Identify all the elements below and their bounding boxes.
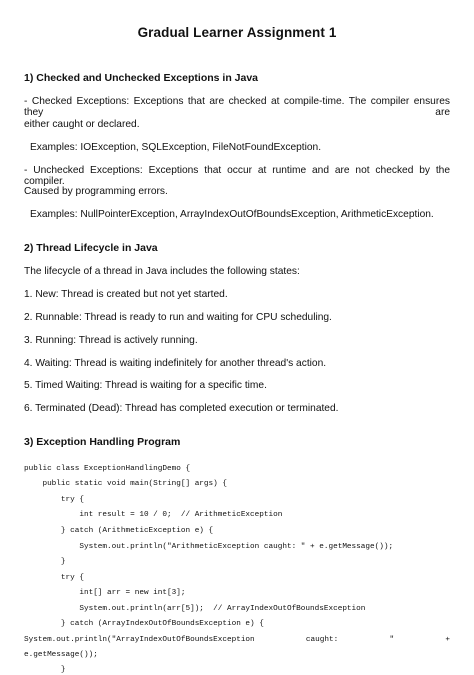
unchecked-exceptions-line-1: - Unchecked Exceptions: Exceptions that occur at runtime and are not checked by the compiler. (24, 165, 450, 187)
thread-state-item: 1. New: Thread is created but not yet started. (24, 289, 228, 300)
code-line: System.out.println("ArrayIndexOutOfBoundsException caught: " + (24, 636, 450, 644)
code-line: e.getMessage()); (24, 651, 98, 659)
thread-state-item: 4. Waiting: Thread is waiting indefinitely for another thread's action. (24, 358, 327, 369)
code-line: try { (24, 574, 84, 582)
section-1-heading: 1) Checked and Unchecked Exceptions in Java (24, 72, 259, 84)
section-3-heading: 3) Exception Handling Program (24, 436, 181, 448)
thread-state-item: 2. Runnable: Thread is ready to run and waiting for CPU scheduling. (24, 312, 332, 323)
thread-state-item: 6. Terminated (Dead): Thread has completed execution or terminated. (24, 403, 339, 414)
code-line: public class ExceptionHandlingDemo { (24, 465, 191, 473)
unchecked-exceptions-line-2: Caused by programming errors. (24, 186, 168, 197)
checked-exceptions-examples: Examples: IOException, SQLException, FileNotFoundException. (30, 142, 322, 153)
code-line: } catch (ArrayIndexOutOfBoundsException e) { (24, 620, 264, 628)
thread-lifecycle-intro: The lifecycle of a thread in Java includes the following states: (24, 266, 300, 277)
code-line: try { (24, 496, 84, 504)
code-line: } (24, 666, 66, 674)
code-line: public static void main(String[] args) { (24, 480, 227, 488)
checked-exceptions-line-1: - Checked Exceptions: Exceptions that are checked at compile-time. The compiler ensures they are (24, 96, 450, 118)
thread-state-item: 5. Timed Waiting: Thread is waiting for a specific time. (24, 380, 267, 391)
code-line: } catch (ArithmeticException e) { (24, 527, 214, 535)
code-line: int[] arr = new int[3]; (24, 589, 186, 597)
section-2-heading: 2) Thread Lifecycle in Java (24, 242, 158, 254)
code-line: System.out.println(arr[5]); // ArrayIndexOutOfBoundsException (24, 605, 366, 613)
code-line: int result = 10 / 0; // ArithmeticException (24, 511, 283, 519)
thread-state-item: 3. Running: Thread is actively running. (24, 335, 198, 346)
checked-exceptions-line-2: either caught or declared. (24, 119, 140, 130)
code-line: } (24, 558, 66, 566)
unchecked-exceptions-examples: Examples: NullPointerException, ArrayIndexOutOfBoundsException, ArithmeticException. (30, 209, 434, 220)
page-title: Gradual Learner Assignment 1 (137, 25, 337, 40)
code-line: System.out.println("ArithmeticException caught: " + e.getMessage()); (24, 543, 394, 551)
